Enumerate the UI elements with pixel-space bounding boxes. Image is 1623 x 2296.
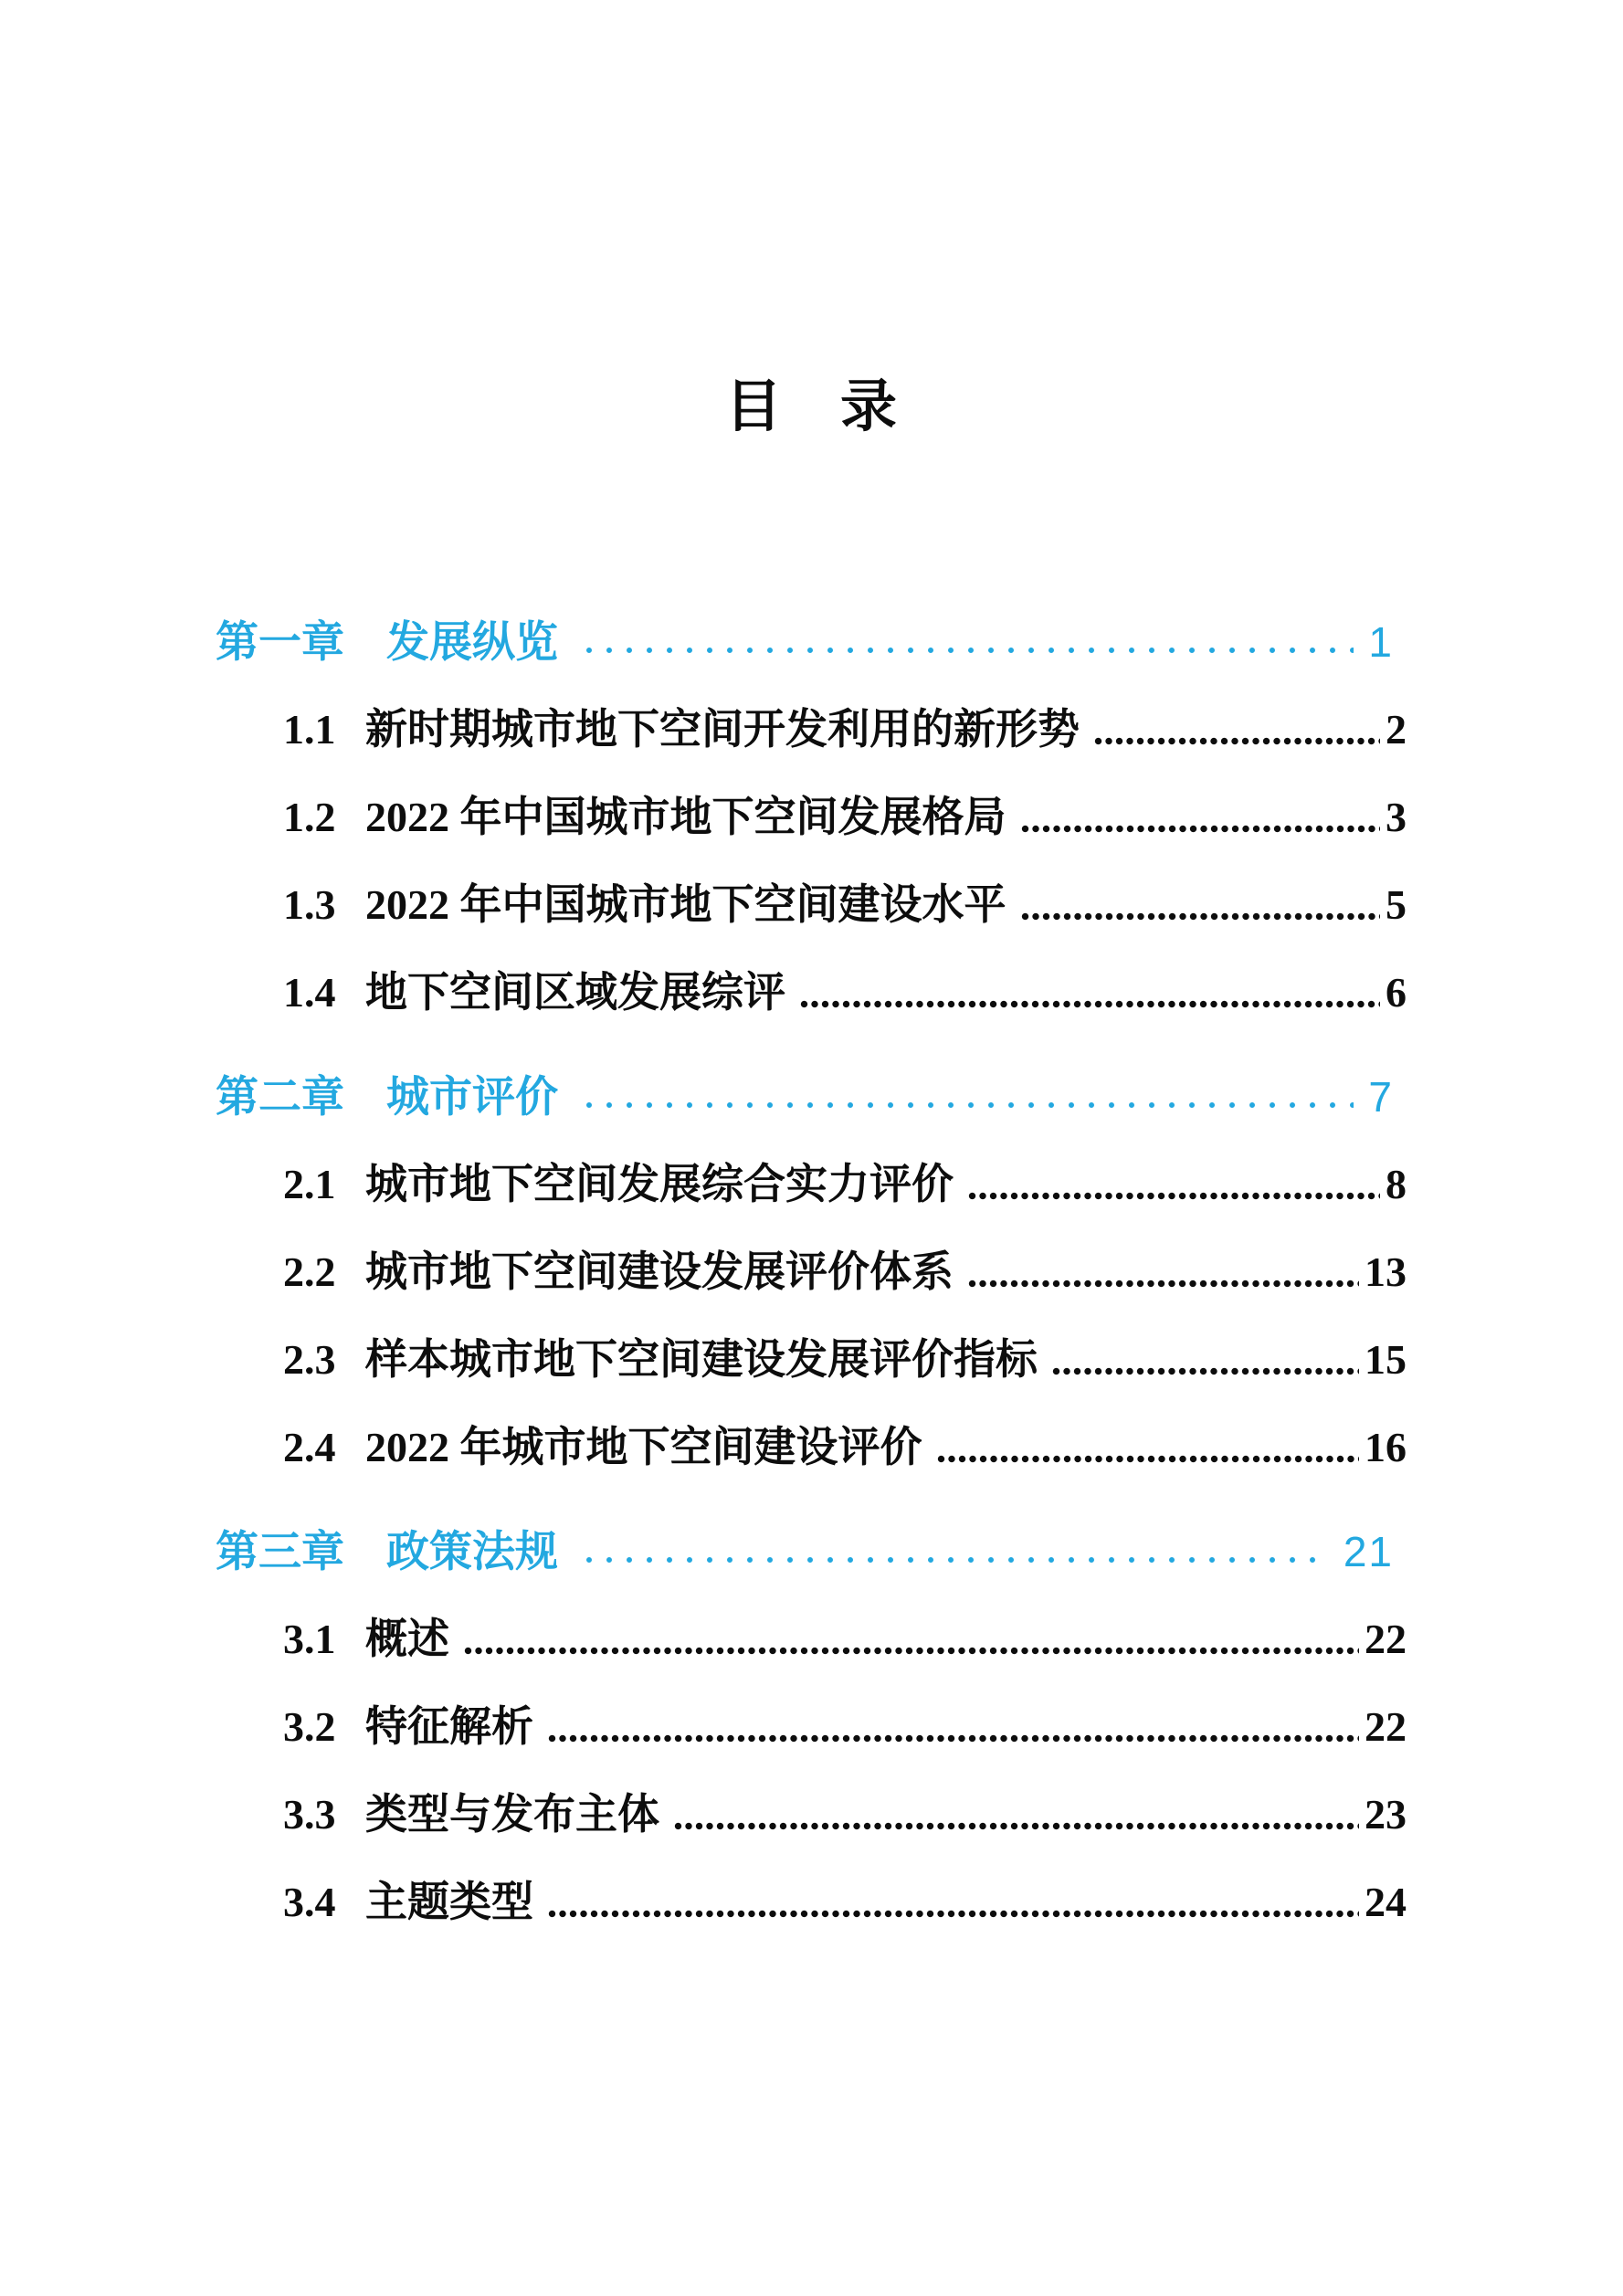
chapter-title: 发展纵览: [386, 616, 558, 666]
chapter-title: 城市评价: [386, 1071, 558, 1121]
toc-item-entry[interactable]: [216, 793, 1407, 840]
chapter-items: [216, 1615, 1407, 1925]
toc-item-entry[interactable]: [216, 1335, 1407, 1383]
item-page-number: 24: [1365, 1878, 1407, 1925]
chapter-label: 第三章: [216, 1526, 344, 1575]
item-page-number: 5: [1386, 880, 1407, 928]
toc-item-entry[interactable]: [216, 1790, 1407, 1838]
item-page-number: 6: [1386, 968, 1407, 1016]
dot-leader-icon: [800, 1000, 1380, 1008]
item-number: 3.3: [283, 1790, 336, 1838]
chapter-items: [216, 1160, 1407, 1470]
item-title: 概述: [365, 1615, 449, 1662]
dot-leader-icon: [937, 1455, 1360, 1463]
toc-item-entry[interactable]: [216, 968, 1407, 1016]
chapter-title: 政策法规: [386, 1526, 558, 1575]
item-title: 城市地下空间建设发展评价体系: [365, 1248, 954, 1295]
item-number: 3.1: [283, 1615, 336, 1662]
dot-leader-icon: [968, 1280, 1359, 1288]
item-page-number: 8: [1386, 1160, 1407, 1207]
item-page-number: 3: [1386, 793, 1407, 840]
dot-leader-icon: [548, 1734, 1359, 1743]
item-title: 类型与发布主体: [365, 1790, 659, 1838]
toc-chapter-entry[interactable]: [216, 617, 1407, 665]
item-number: 2.2: [283, 1248, 336, 1295]
dot-leader-icon: [585, 1556, 1329, 1564]
chapter-items: [216, 705, 1407, 1016]
toc-item-entry[interactable]: [216, 1248, 1407, 1295]
item-page-number: 22: [1365, 1702, 1407, 1750]
toc-item-entry[interactable]: [216, 705, 1407, 753]
item-number: 3.4: [283, 1878, 336, 1925]
item-page-number: 22: [1365, 1615, 1407, 1662]
chapter-section: [216, 1072, 1407, 1470]
item-page-number: 15: [1365, 1335, 1407, 1383]
toc-item-entry[interactable]: [216, 880, 1407, 928]
toc-chapter-entry[interactable]: [216, 1072, 1407, 1120]
dot-leader-icon: [548, 1910, 1359, 1918]
item-number: 3.2: [283, 1702, 336, 1750]
chapter-label: 第二章: [216, 1071, 344, 1121]
item-number: 1.2: [283, 793, 336, 840]
item-title: 地下空间区域发展综评: [365, 968, 785, 1016]
item-title: 特征解析: [365, 1702, 533, 1750]
chapter-section: [216, 617, 1407, 1016]
toc-item-entry[interactable]: [216, 1615, 1407, 1662]
chapter-label: 第一章: [216, 616, 344, 666]
item-number: 2.4: [283, 1423, 336, 1470]
dot-leader-icon: [464, 1647, 1359, 1655]
item-title: 2022 年中国城市地下空间建设水平: [365, 880, 1006, 928]
toc-item-entry[interactable]: [216, 1878, 1407, 1925]
item-number: 2.3: [283, 1335, 336, 1383]
dot-leader-icon: [1052, 1367, 1359, 1375]
page-title: 目 录: [724, 375, 898, 438]
toc-chapter-entry[interactable]: [216, 1527, 1407, 1575]
item-title: 城市地下空间发展综合实力评价: [365, 1160, 954, 1207]
dot-leader-icon: [1021, 825, 1381, 833]
chapter-page-number: 1: [1368, 617, 1394, 666]
dot-leader-icon: [585, 647, 1354, 654]
chapter-page-number: 7: [1368, 1072, 1394, 1121]
chapter-page-number: 21: [1343, 1527, 1394, 1575]
item-title: 2022 年城市地下空间建设评价: [365, 1423, 922, 1470]
item-page-number: 2: [1386, 705, 1407, 753]
dot-leader-icon: [1094, 737, 1380, 745]
item-title: 新时期城市地下空间开发利用的新形势: [365, 705, 1080, 753]
dot-leader-icon: [1021, 912, 1381, 921]
item-title: 主题类型: [365, 1878, 533, 1925]
item-number: 1.4: [283, 968, 336, 1016]
item-page-number: 16: [1365, 1423, 1407, 1470]
toc-item-entry[interactable]: [216, 1423, 1407, 1470]
item-title: 样本城市地下空间建设发展评价指标: [365, 1335, 1038, 1383]
item-title: 2022 年中国城市地下空间发展格局: [365, 793, 1006, 840]
item-number: 1.3: [283, 880, 336, 928]
item-page-number: 13: [1365, 1248, 1407, 1295]
dot-leader-icon: [585, 1101, 1354, 1109]
toc-list: [216, 617, 1407, 1925]
item-page-number: 23: [1365, 1790, 1407, 1838]
item-number: 1.1: [283, 705, 336, 753]
toc-item-entry[interactable]: [216, 1160, 1407, 1207]
chapter-section: [216, 1527, 1407, 1925]
toc-item-entry[interactable]: [216, 1702, 1407, 1750]
dot-leader-icon: [674, 1822, 1359, 1830]
dot-leader-icon: [968, 1192, 1380, 1200]
item-number: 2.1: [283, 1160, 336, 1207]
